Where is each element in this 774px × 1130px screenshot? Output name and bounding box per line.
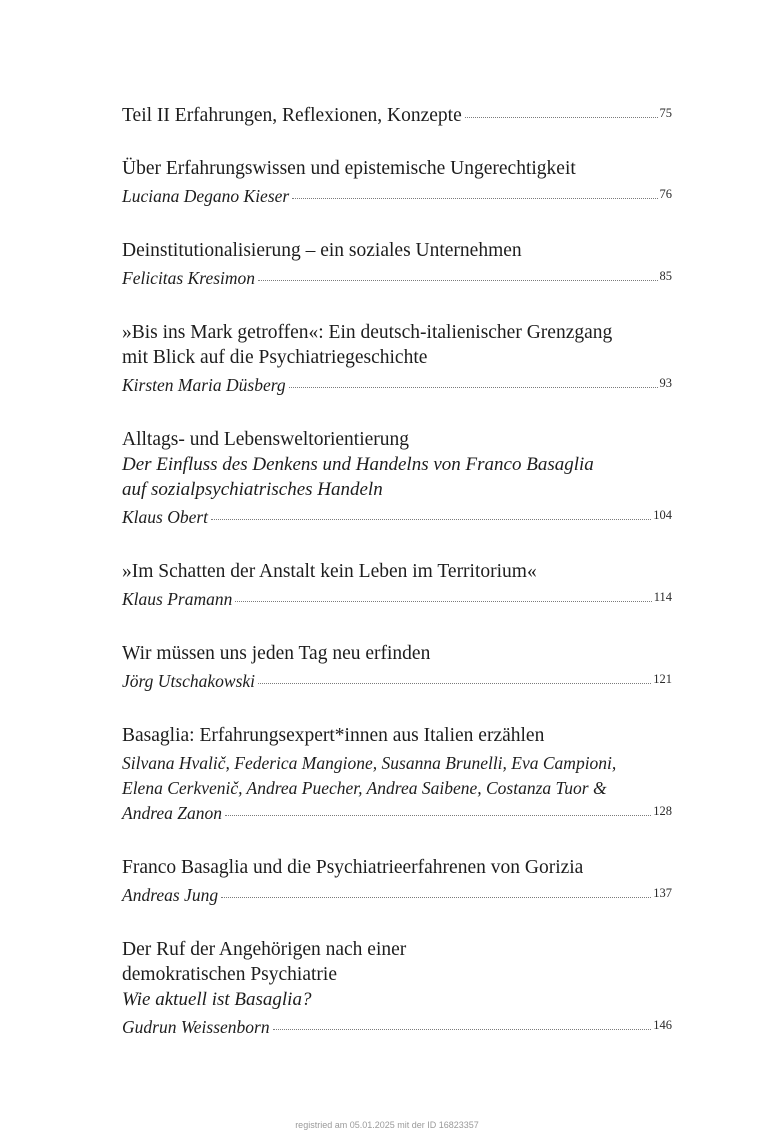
page-number: 75 (659, 106, 672, 120)
toc-entry (122, 156, 672, 210)
registration-footer: registried am 05.01.2025 mit der ID 16823357 (295, 1120, 479, 1130)
toc-entry (122, 855, 672, 909)
entry-author-continued: Elena Cerkvenič, Andrea Puecher, Andrea Saibene, Costanza Tuor & (122, 778, 607, 798)
entry-title: Deinstitutionalisierung – ein soziales Unternehmen (122, 240, 522, 261)
page-number: 76 (659, 187, 672, 201)
entry-title-continued: demokratischen Psychiatrie (122, 964, 337, 985)
entry-author: Silvana Hvalič, Federica Mangione, Susanna Brunelli, Eva Campioni, (122, 753, 617, 773)
table-of-contents (122, 103, 672, 1041)
entry-author: Luciana Degano Kieser (122, 186, 290, 206)
leader-dots (289, 386, 658, 388)
toc-entry (122, 427, 672, 531)
leader-dots (465, 116, 658, 118)
entry-author: Klaus Obert (122, 507, 209, 527)
entry-title: Franco Basaglia und die Psychiatrieerfahrenen von Gorizia (122, 857, 584, 878)
toc-entry (122, 723, 672, 827)
entry-author: Gudrun Weissenborn (122, 1017, 270, 1037)
part-title: Teil II Erfahrungen, Reflexionen, Konzepte (122, 105, 462, 126)
entry-title: Der Ruf der Angehörigen nach einer (122, 939, 407, 960)
entry-author: Jörg Utschakowski (122, 671, 256, 691)
leader-dots (258, 682, 651, 684)
leader-dots (258, 279, 657, 281)
entry-title-continued: mit Blick auf die Psychiatriegeschichte (122, 347, 428, 368)
page-number: 104 (653, 508, 672, 522)
page-number: 93 (659, 376, 672, 390)
page-number: 128 (653, 804, 672, 818)
entry-title: Über Erfahrungswissen und epistemische Ungerechtigkeit (122, 158, 576, 179)
leader-dots (235, 600, 651, 602)
entry-title: Basaglia: Erfahrungsexpert*innen aus Italien erzählen (122, 725, 545, 746)
entry-title: Alltags- und Lebensweltorientierung (122, 429, 410, 450)
entry-author: Felicitas Kresimon (122, 268, 256, 288)
entry-author: Klaus Pramann (122, 589, 233, 609)
entry-subtitle-continued: auf sozialpsychiatrisches Handeln (122, 479, 383, 500)
leader-dots (221, 896, 651, 898)
toc-part-heading (122, 103, 672, 130)
entry-title: »Im Schatten der Anstalt kein Leben im Territorium« (122, 561, 537, 582)
toc-entry (122, 238, 672, 292)
page-number: 121 (653, 672, 672, 686)
toc-entry (122, 641, 672, 695)
entry-author: Kirsten Maria Düsberg (122, 375, 286, 395)
toc-entry (122, 937, 672, 1041)
entry-subtitle: Der Einfluss des Denkens und Handelns von Franco Basaglia (122, 454, 594, 475)
entry-author-continued: Andrea Zanon (122, 803, 222, 823)
page-number: 114 (653, 590, 672, 604)
leader-dots (273, 1028, 652, 1030)
page-number: 146 (653, 1018, 672, 1032)
leader-dots (211, 518, 651, 520)
toc-entry (122, 320, 672, 399)
entry-title: »Bis ins Mark getroffen«: Ein deutsch-italienischer Grenzgang (122, 322, 613, 343)
entry-subtitle: Wie aktuell ist Basaglia? (122, 989, 312, 1010)
leader-dots (225, 814, 651, 816)
toc-entry (122, 559, 672, 613)
entry-author: Andreas Jung (122, 885, 219, 905)
entry-title: Wir müssen uns jeden Tag neu erfinden (122, 643, 431, 664)
page-number: 137 (653, 886, 672, 900)
page-number: 85 (659, 269, 672, 283)
leader-dots (292, 197, 657, 199)
